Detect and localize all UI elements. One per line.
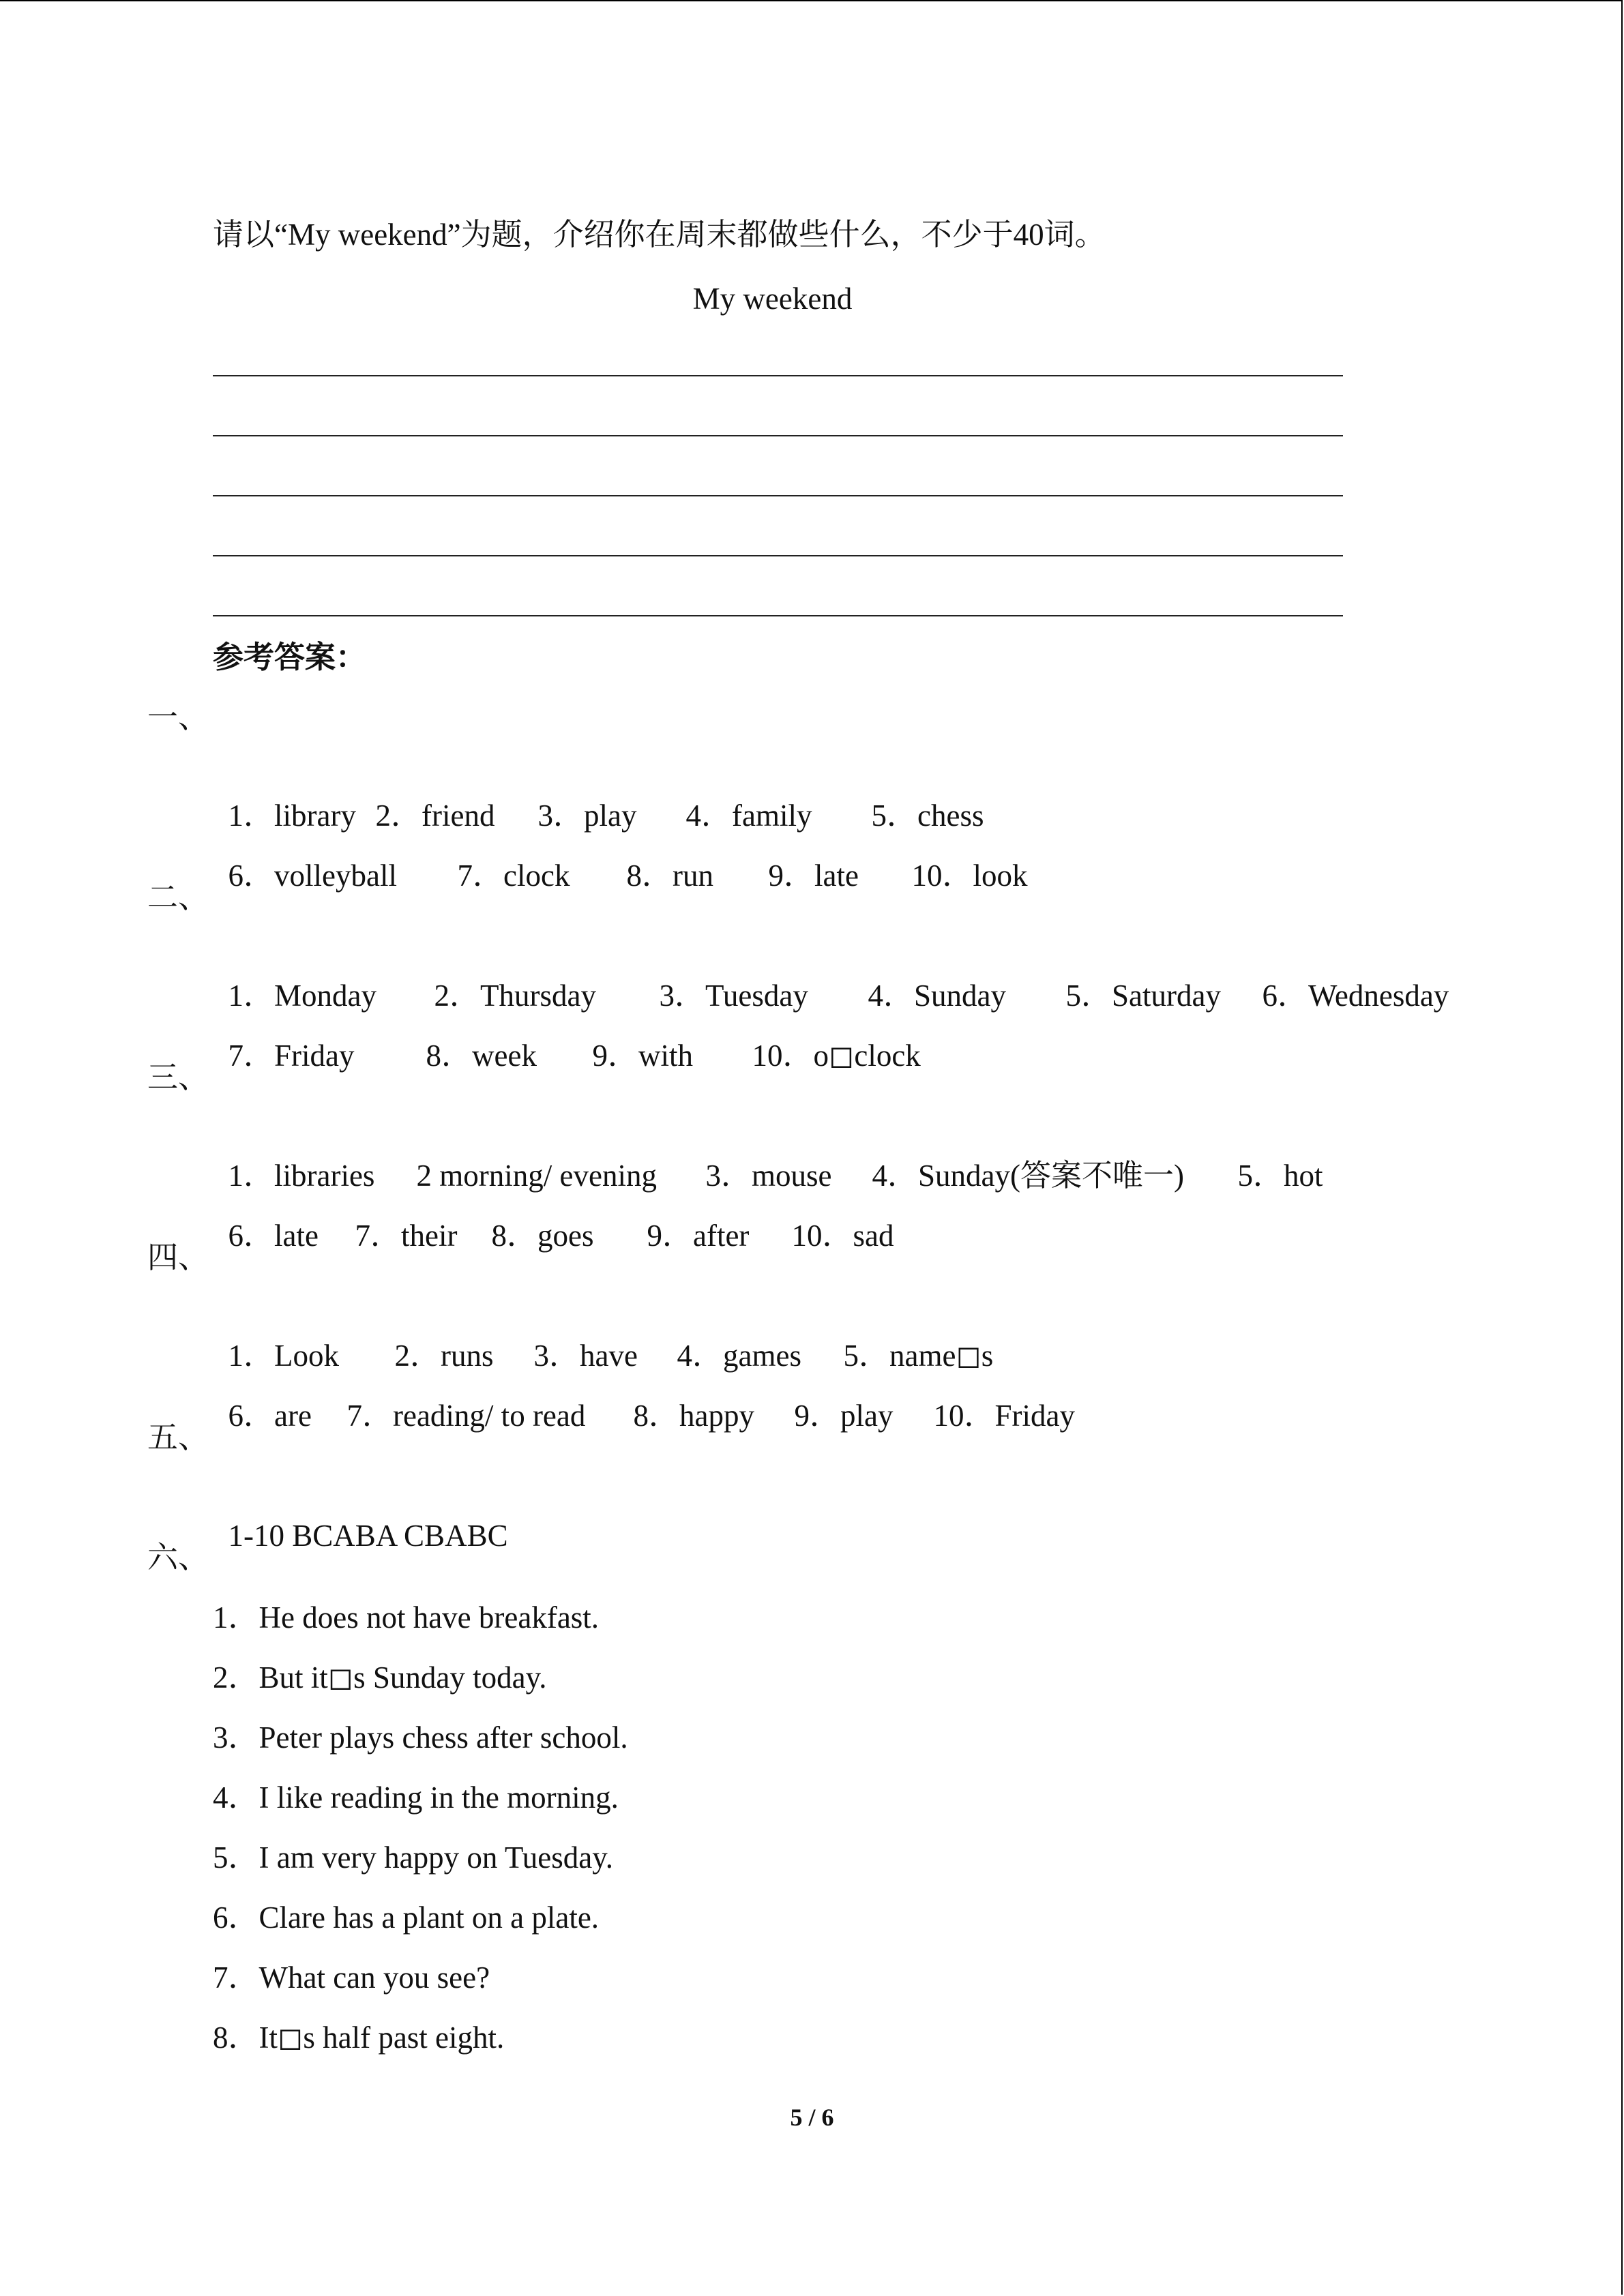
answer-item: 1．library bbox=[228, 799, 356, 833]
answer-item: 2．Thursday bbox=[434, 979, 596, 1013]
writing-line[interactable] bbox=[213, 375, 1343, 376]
answer-sentence: 7．What can you see? bbox=[213, 1960, 490, 1995]
answer-sentence: 4．I like reading in the morning. bbox=[213, 1780, 619, 1815]
answer-item: 8．week bbox=[426, 1039, 537, 1073]
answer-item: 10．o◻clock bbox=[752, 1039, 921, 1073]
writing-prompt: 请以“My weekend”为题，介绍你在周末都做些什么，不少于40词。 bbox=[213, 218, 1106, 252]
answer-item: 6．Wednesday bbox=[1262, 979, 1449, 1013]
answer-item: 7．Friday bbox=[228, 1039, 355, 1073]
answer-item: 6．late bbox=[228, 1219, 319, 1253]
answer-item: 4．Sunday(答案不唯一) bbox=[872, 1159, 1184, 1193]
answer-item: 2．runs bbox=[394, 1339, 494, 1373]
answer-item: 1．Monday bbox=[228, 979, 377, 1013]
answer-item: 10．sad bbox=[791, 1219, 894, 1253]
answer-row bbox=[213, 1178, 894, 1255]
writing-line[interactable] bbox=[213, 615, 1343, 616]
answer-item: 9．late bbox=[768, 859, 859, 893]
answer-item: 7．reading/ to read bbox=[346, 1399, 586, 1433]
answer-item: 3．mouse bbox=[705, 1159, 832, 1193]
answer-sentence: 5．I am very happy on Tuesday. bbox=[213, 1840, 614, 1875]
writing-line[interactable] bbox=[213, 495, 1343, 496]
answer-sentence: 3．Peter plays chess after school. bbox=[213, 1720, 628, 1755]
essay-title: My weekend bbox=[692, 282, 853, 316]
answer-item: 3．play bbox=[537, 799, 637, 833]
section-label: 三、 bbox=[147, 1060, 209, 1094]
answer-item: 10．Friday bbox=[933, 1399, 1075, 1433]
answer-item: 4．family bbox=[685, 799, 812, 833]
answer-item: 6．volleyball bbox=[228, 859, 397, 893]
answer-item: 9．after bbox=[647, 1219, 750, 1253]
answer-item: 4．Sunday bbox=[868, 979, 1007, 1013]
answer-item: 8．happy bbox=[633, 1399, 754, 1433]
answer-item: 8．goes bbox=[491, 1219, 594, 1253]
answer-item: 5．chess bbox=[871, 799, 984, 833]
answer-item: 1．Look bbox=[228, 1339, 339, 1373]
answer-row bbox=[213, 818, 1028, 895]
writing-line[interactable] bbox=[213, 435, 1343, 436]
answer-item: 8．run bbox=[626, 859, 713, 893]
answer-item: 1-10 BCABA CBABC bbox=[228, 1519, 508, 1553]
answers-heading: 参考答案： bbox=[213, 640, 367, 674]
answer-item: 2 morning/ evening bbox=[416, 1159, 657, 1193]
answer-sentence: 2．But it◻s Sunday today. bbox=[213, 1660, 547, 1695]
answer-item: 6．are bbox=[228, 1399, 312, 1433]
section-label: 二、 bbox=[147, 880, 209, 914]
section-label: 六、 bbox=[147, 1540, 209, 1575]
answer-sentence: 1．He does not have breakfast. bbox=[213, 1600, 600, 1635]
answer-sentence: 8．It◻s half past eight. bbox=[213, 2021, 505, 2055]
answer-item: 3．Tuesday bbox=[659, 979, 808, 1013]
answer-item: 9．with bbox=[592, 1039, 694, 1073]
answer-item: 3．have bbox=[533, 1339, 638, 1373]
answer-row bbox=[213, 1358, 1075, 1435]
answer-item: 5．Saturday bbox=[1065, 979, 1221, 1013]
writing-line[interactable] bbox=[213, 555, 1343, 556]
answer-item: 5．name◻s bbox=[843, 1339, 994, 1373]
section-label: 五、 bbox=[147, 1420, 209, 1455]
section-label: 一、 bbox=[147, 700, 209, 734]
answer-item: 4．games bbox=[677, 1339, 801, 1373]
answer-item: 5．hot bbox=[1237, 1159, 1323, 1193]
answer-item: 9．play bbox=[794, 1399, 894, 1433]
answer-item: 1．libraries bbox=[228, 1159, 375, 1193]
answer-item: 7．clock bbox=[457, 859, 570, 893]
section-label: 四、 bbox=[147, 1240, 209, 1274]
page-number: 5 / 6 bbox=[790, 2104, 834, 2131]
answer-row bbox=[213, 1478, 508, 1555]
answer-sentence: 6．Clare has a plant on a plate. bbox=[213, 1900, 600, 1935]
answer-item: 7．their bbox=[355, 1219, 458, 1253]
answer-item: 2．friend bbox=[375, 799, 495, 833]
answer-row bbox=[213, 998, 921, 1075]
answer-item: 10．look bbox=[911, 859, 1028, 893]
